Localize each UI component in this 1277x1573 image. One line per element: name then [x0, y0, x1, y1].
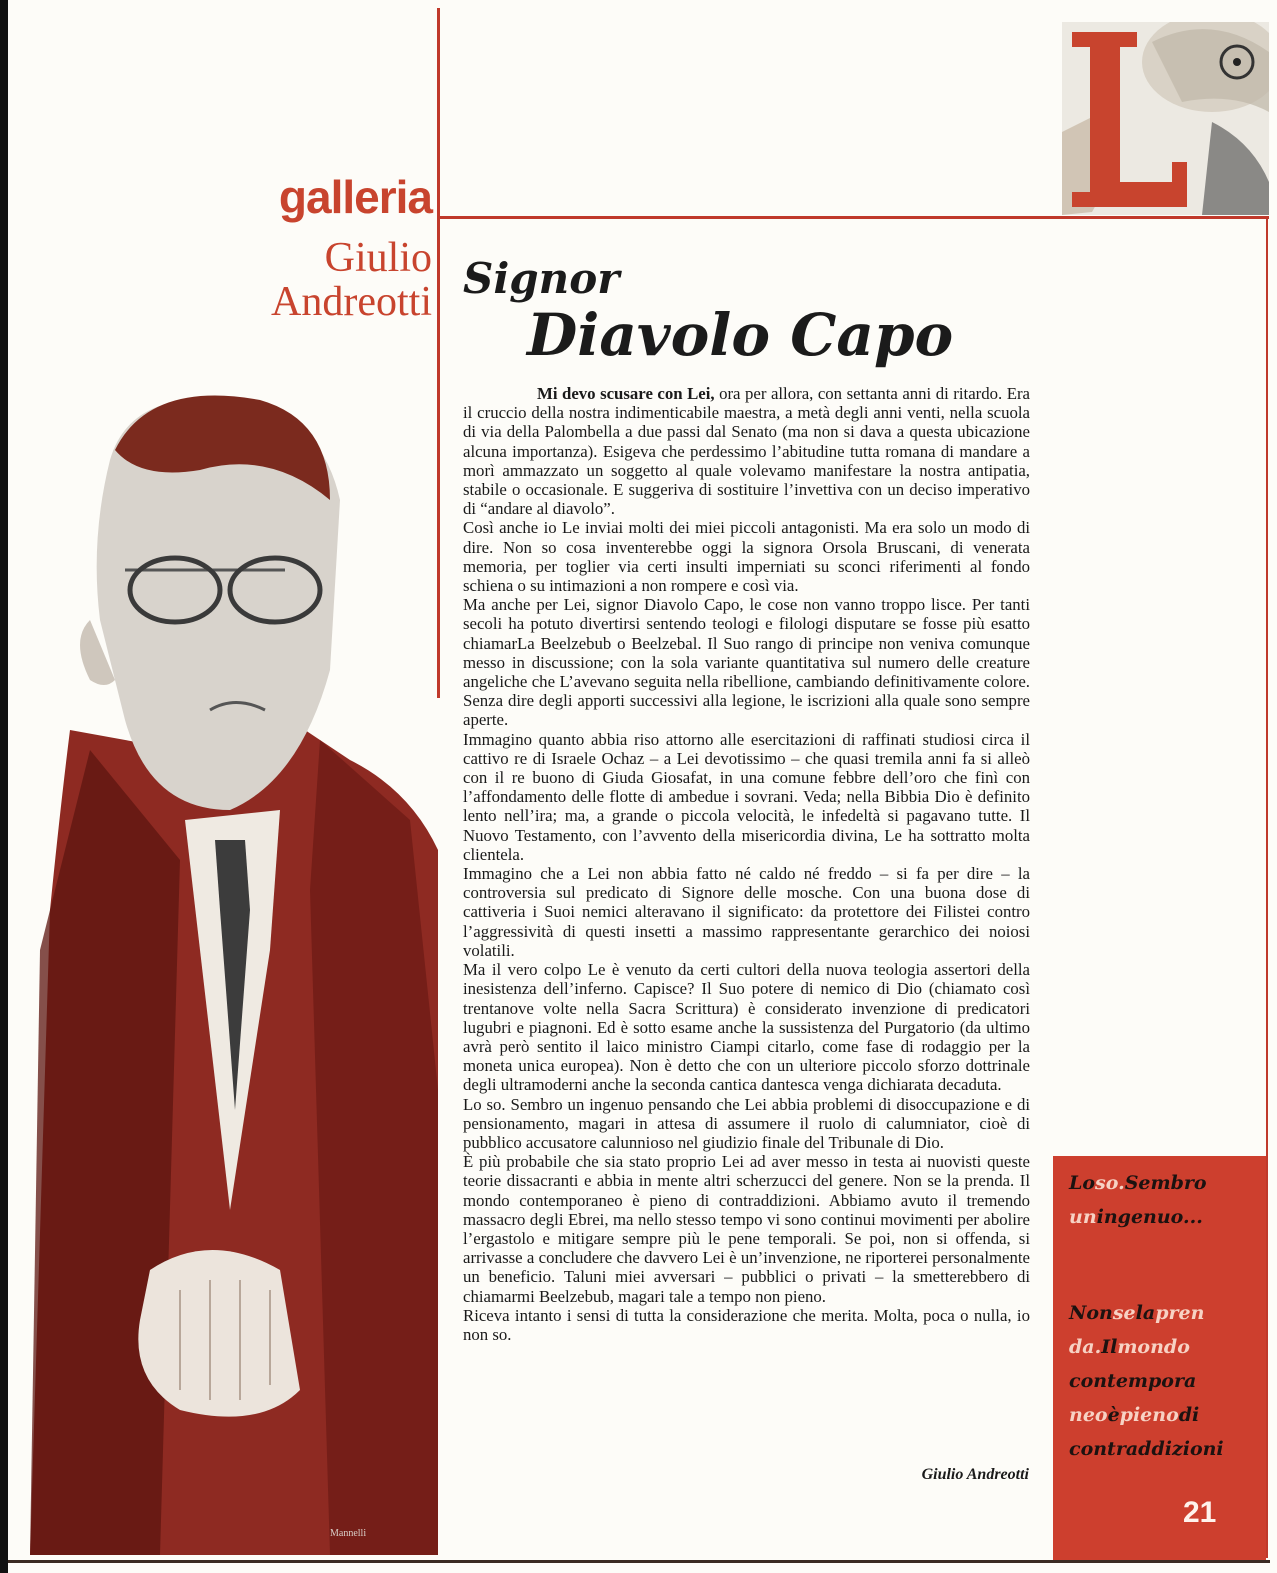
- pull-quote-word: di: [1178, 1404, 1200, 1426]
- corner-illustration: [1062, 22, 1269, 215]
- pull-quote-word: pieno: [1119, 1404, 1179, 1426]
- pull-quote-word: è: [1107, 1404, 1120, 1426]
- author-header: [271, 236, 432, 324]
- paragraph-5: Immagino che a Lei non abbia fatto né caldo né freddo – si fa per dire – la controversia sul predicato di Signore delle mosche. Con una buona dose di cattiveria i Suoi nemici alteravano il significato: da protettore dei Filistei contro l’aggressività di questi insetti a massimo rappresentante gerarchico dei noiosi volatili.: [463, 864, 1030, 960]
- section-label: galleria: [278, 171, 432, 223]
- bottom-rule: [8, 1560, 1270, 1563]
- pull-quote-word: pren: [1155, 1302, 1205, 1324]
- article-body: [463, 384, 1030, 1344]
- pull-quote-2: [1069, 1296, 1259, 1466]
- pull-quote-word: Non: [1069, 1302, 1113, 1324]
- pull-quote-word: un: [1069, 1206, 1097, 1228]
- paragraph-1: [463, 384, 1030, 518]
- pull-quote-word: mondo: [1117, 1336, 1190, 1358]
- page-binding-edge: [0, 0, 8, 1573]
- pull-quote-word: Lo: [1069, 1172, 1096, 1194]
- horizontal-rule: [437, 216, 1269, 219]
- author-last-name: Andreotti: [271, 279, 432, 325]
- pull-quote-word: ingenuo...: [1096, 1206, 1203, 1228]
- page-number: 21: [1183, 1496, 1217, 1529]
- pull-quote-1: [1069, 1166, 1259, 1234]
- title-line-2: Diavolo Capo: [527, 301, 954, 369]
- pull-quote-word: Il: [1101, 1336, 1118, 1358]
- pull-quote-word: so.: [1095, 1172, 1125, 1194]
- author-first-name: Giulio: [324, 235, 432, 281]
- paragraph-8: È più probabile che sia stato proprio Lei ad aver messo in testa ai nuovisti queste teorie dissacranti e abbia in mente altri scherzucci del genere. Non se la prenda. Il mondo contemporaneo è pieno di contraddizioni. Abbiamo avuto il tremendo massacro degli Ebrei, ma nello stesso tempo vi sono continui movimenti per abolire l’ergastolo e mitigare sempre più le pene temporali. Se poi, non si offenda, si arrivasse a concludere che davvero Lei è un’invenzione, ne riporterei personalmente un beneficio. Taluni miei avversari – pubblici o privati – la smetterebbero di chiamarmi Beelzebub, magari tale a tempo non pieno.: [463, 1152, 1030, 1306]
- paragraph-2: Così anche io Le inviai molti dei miei piccoli antagonisti. Ma era solo un modo di dire. Non so cosa inventerebbe oggi la signora Orsola Bruscani, di venerata memoria, per toglier via certi insulti imperniati su sconci riferimenti al fondo schiena o su intimazioni a non rompere e così via.: [463, 518, 1030, 596]
- paragraph-1-text: ora per allora, con settanta anni di ritardo. Era il cruccio della nostra indimenticabile maestra, a metà degli anni venti, nella scuola di via della Palombella a due passi dal Senato (ma non si dava a questa ubicazione alcuna importanza). Esigeva che perdessimo l’abitudine tutta romana di mandare a morì ammazzato un soggetto al quale volevamo manifestare la nostra antipatia, stabile o occasionale. E suggeriva di sostituire l’invettiva con un deciso imperativo di “andare al diavolo”.: [463, 384, 1030, 519]
- illustrator-credit: Mannelli: [330, 1528, 367, 1539]
- paragraph-9: Riceva intanto i sensi di tutta la considerazione che merita. Molta, poca o nulla, io non so.: [463, 1305, 1030, 1344]
- paragraph-6: Ma il vero colpo Le è venuto da certi cultori della nuova teologia assertori della inesistenza dell’inferno. Capisce? Il Suo potere di nemico di Dio (chiamato così trentanove volte nella Sacra Scrittura) è considerato invenzione di predicatori lugubri e piagnoni. Ed è sotto esame anche la sussistenza del Purgatorio (da ultimo avrà però sentito il laico ministro Ciampi citarlo, come fase di rodaggio per la moneta unica europea). Non è detto che con un ulteriore piccolo sforzo dottrinale degli ultramoderni anche la seconda cantica dantesca venga dichiarata decaduta.: [463, 960, 1030, 1095]
- pull-quote-word: contempora: [1069, 1370, 1197, 1392]
- right-rule: [1266, 218, 1268, 1558]
- pull-quote-word: se: [1112, 1302, 1136, 1324]
- paragraph-7: Lo so. Sembro un ingenuo pensando che Lei abbia problemi di disoccupazione e di pensionamento, magari in attesa di assumere il ruolo di calumniator, cioè di pubblico accusatore calunnioso nel giudizio finale del Tribunale di Dio.: [463, 1094, 1030, 1152]
- pull-quote-word: neo: [1069, 1404, 1108, 1426]
- paragraph-4: Immagino quanto abbia riso attorno alle esercitazioni di raffinati studiosi circa il cattivo re di Israele Ochaz – a Lei devotissimo – che quasi tremila anni fa si alleò con il re buono di Giuda Giosafat, in una comune febbre dell’oro che finì con l’affondamento delle flotte di ambedue i sovrani. Veda; nella Bibbia Dio è definito lento nell’ira; ma, a grande o piccola velocità, le infedeltà si pagavano tutte. Il Nuovo Testamento, con l’avvento della misericordia divina, Le ha sottratto molta clientela.: [463, 729, 1030, 864]
- paragraph-3: Ma anche per Lei, signor Diavolo Capo, le cose non vanno troppo lisce. Per tanti secoli ha potuto divertirsi sentendo teologi e filologi disputare se fosse più esatto chiamarLa Beelzebub o Beelzebal. Il Suo rango di principe non veniva comunque messo in discussione; con la sola variante quantitativa sul numero delle creature angeliche che L’avevano seguita nella ribellione, cambiando definitivamente colore. Senza dire degli apporti successivi alla legione, le iscrizioni alla quale sono sempre aperte.: [463, 595, 1030, 730]
- signature: Giulio Andreotti: [921, 1466, 1029, 1483]
- pull-quote-word: Sembro: [1124, 1172, 1207, 1194]
- lead-in: Mi devo scusare con Lei,: [537, 384, 715, 403]
- title-line-1: Signor: [463, 254, 620, 303]
- pull-quote-box: [1053, 1156, 1266, 1560]
- pull-quote-word: la: [1135, 1302, 1156, 1324]
- pull-quote-word: contraddizioni: [1069, 1438, 1224, 1460]
- pull-quote-word: da.: [1069, 1336, 1102, 1358]
- portrait-illustration: [30, 390, 438, 1555]
